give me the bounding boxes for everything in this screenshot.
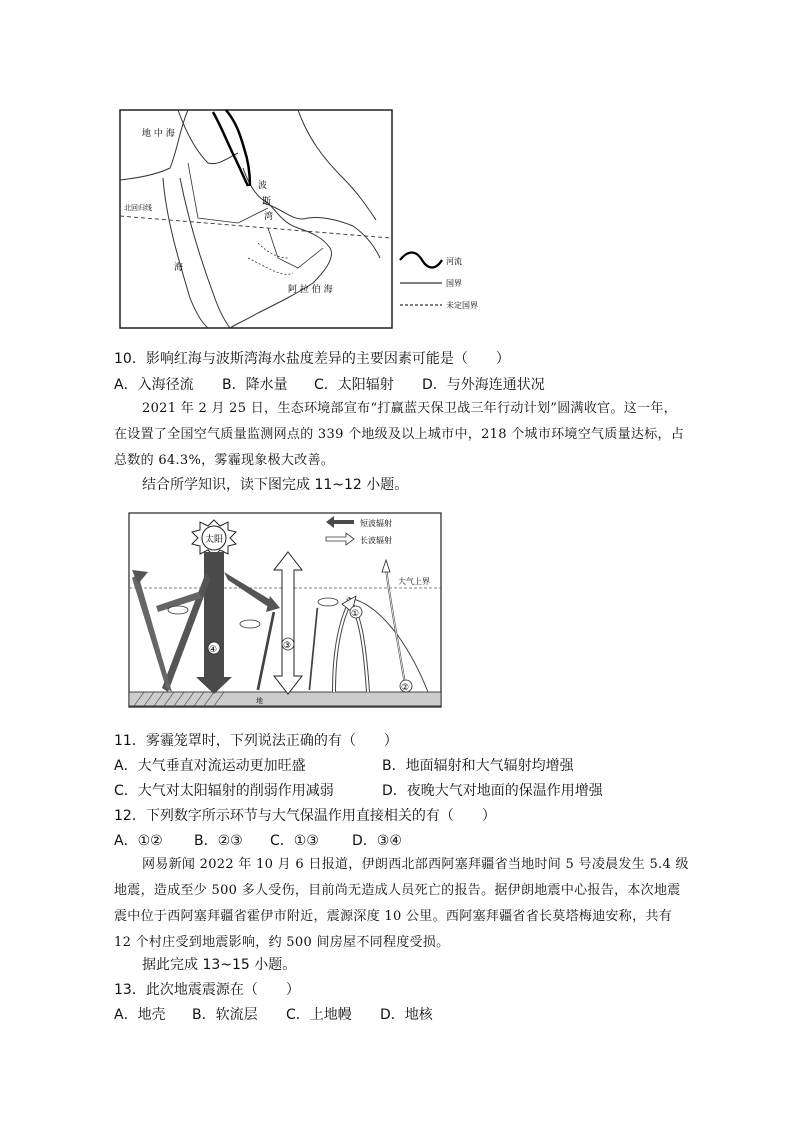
legend-long-wave: 长波辐射 <box>360 536 392 545</box>
q10-option-a[interactable]: A．入海径流 <box>114 377 194 393</box>
q12-option-a[interactable]: A．①② <box>114 833 163 849</box>
diagram-marker-2: ② <box>401 683 410 693</box>
q13-stem: 13．此次地震震源在（ ） <box>114 982 300 998</box>
diagram-sun-label: 太阳 <box>205 535 224 545</box>
legend-short-wave: 短波辐射 <box>360 519 392 528</box>
map-label-arabian-sea: 阿 拉 伯 海 <box>288 285 333 295</box>
map-label-tropic: 北回归线 <box>124 204 152 212</box>
q13-option-d[interactable]: D．地核 <box>380 1007 433 1023</box>
map-label-persian-gulf-3: 湾 <box>264 212 274 222</box>
intro-q13-15: 据此完成 13~15 小题。 <box>142 957 297 973</box>
q13-option-b[interactable]: B．软流层 <box>192 1007 258 1023</box>
map-label-persian-gulf-2: 斯 <box>262 197 272 207</box>
atmosphere-radiation-diagram <box>128 512 442 708</box>
legend-undefined-border: 未定国界 <box>446 301 478 310</box>
diagram-marker-1: ① <box>351 609 360 619</box>
q11-option-d[interactable]: D．夜晚大气对地面的保温作用增强 <box>382 783 603 799</box>
q11-option-b[interactable]: B．地面辐射和大气辐射均增强 <box>382 758 574 774</box>
map-label-red-sea: 海 <box>174 263 184 273</box>
diagram-marker-3: ③ <box>283 641 292 651</box>
q11-stem: 11．雾霾笼罩时，下列说法正确的有（ ） <box>114 733 398 749</box>
q10-option-b[interactable]: B．降水量 <box>222 377 288 393</box>
q10-stem: 10．影响红海与波斯湾海水盐度差异的主要因素可能是（ ） <box>114 351 510 367</box>
legend-river: 河流 <box>446 257 462 266</box>
intro-q11-12: 结合所学知识，读下图完成 11~12 小题。 <box>142 477 409 493</box>
diagram-ground-label: 地 <box>256 697 263 705</box>
passage-air-quality: 2021 年 2 月 25 日，生态环境部宣布“打赢蓝天保卫战三年行动计划”圆满收官。这一年，在设置了全国空气质量监测网点的 339 个地级及以上城市中，218 个城市环境空气质量达标，占总数的 64.3%，雾霾现象极大改善。 <box>114 401 685 468</box>
passage-earthquake: 网易新闻 2022 年 10 月 6 日报道，伊朗西北部西阿塞拜疆省当地时间 5 号凌晨发生 5.4 级地震，造成至少 500 多人受伤，目前尚无造成人员死亡的报告。据伊朗地震中心报告，本次地震震中位于西阿塞拜疆省霍伊市附近，震源深度 10 公里。西阿塞拜疆省省长莫塔梅迪安称，共有 12 个村庄受到地震影响，约 500 间房屋不同程度受损。 <box>114 857 689 950</box>
diagram-atmos-top-label: 大气上界 <box>398 577 430 586</box>
map-legend <box>400 253 478 311</box>
legend-border: 国界 <box>446 279 462 288</box>
q12-option-c[interactable]: C．①③ <box>270 833 319 849</box>
q13-option-c[interactable]: C．上地幔 <box>286 1007 352 1023</box>
map-label-mediterranean: 地 中 海 <box>142 129 175 139</box>
q12-option-b[interactable]: B．②③ <box>194 833 243 849</box>
q11-option-a[interactable]: A．大气垂直对流运动更加旺盛 <box>114 758 306 774</box>
q12-stem: 12．下列数字所示环节与大气保温作用直接相关的有（ ） <box>114 808 496 824</box>
q10-option-d[interactable]: D．与外海连通状况 <box>422 377 545 393</box>
q11-option-c[interactable]: C．大气对太阳辐射的削弱作用减弱 <box>114 783 334 799</box>
diagram-marker-4: ④ <box>209 645 218 655</box>
q13-option-a[interactable]: A．地壳 <box>114 1007 166 1023</box>
middle-east-map <box>118 108 518 330</box>
q10-option-c[interactable]: C．太阳辐射 <box>314 377 394 393</box>
q12-option-d[interactable]: D．③④ <box>352 833 402 849</box>
map-label-persian-gulf-1: 波 <box>258 181 268 191</box>
